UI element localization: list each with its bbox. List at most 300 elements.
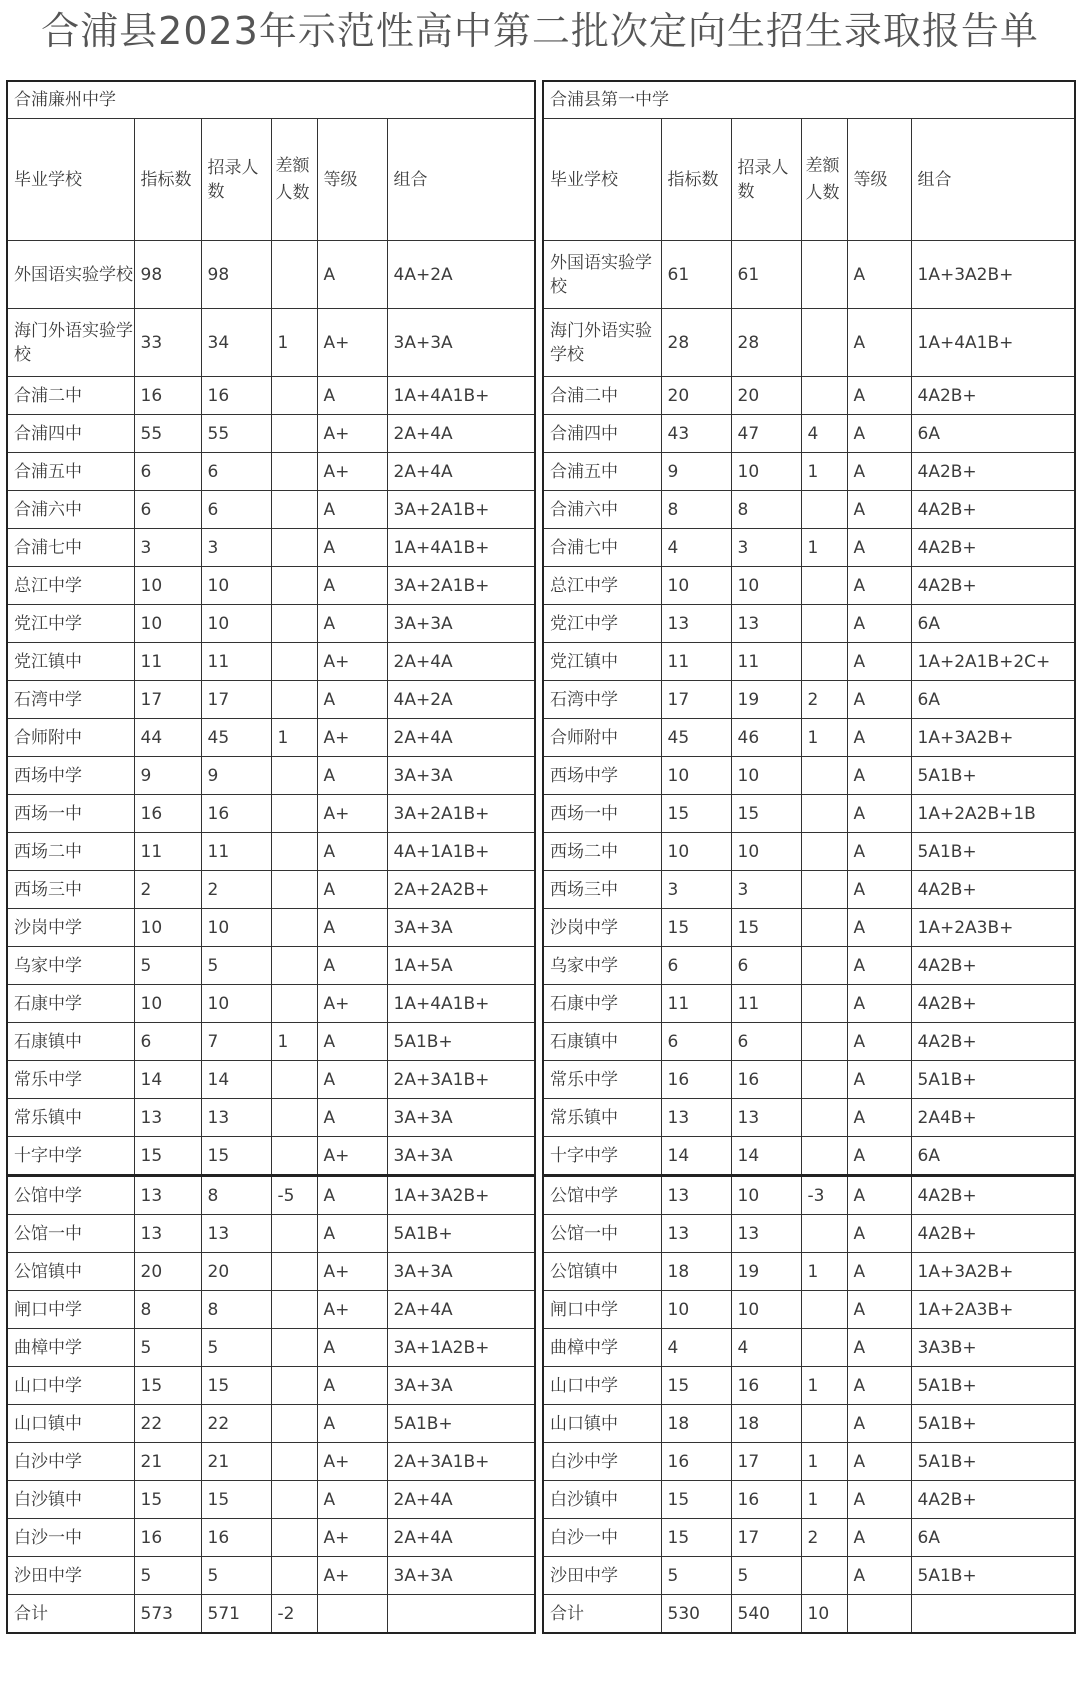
quota-cell: 9: [661, 453, 731, 491]
table-row: [7, 1557, 535, 1595]
table-row: [7, 1137, 535, 1176]
combo-cell: 5A1B+: [911, 833, 1075, 871]
diff-cell: [271, 1481, 317, 1519]
combo-cell: 3A+3A: [387, 309, 535, 377]
combo-cell: 1A+4A1B+: [387, 377, 535, 415]
diff-cell: 1: [801, 719, 847, 757]
combo-cell: 4A2B+: [911, 871, 1075, 909]
grade-cell: A: [847, 947, 911, 985]
combo-cell: 4A2B+: [911, 1023, 1075, 1061]
table-row: [7, 1329, 535, 1367]
diff-cell: [271, 757, 317, 795]
quota-cell: 9: [134, 757, 201, 795]
admitted-cell: 10: [731, 1291, 801, 1329]
combo-cell: 1A+4A1B+: [911, 309, 1075, 377]
diff-cell: [801, 1405, 847, 1443]
table-row: [7, 1215, 535, 1253]
grade-cell: A: [847, 1137, 911, 1176]
grade-cell: A: [847, 415, 911, 453]
table-row: [543, 415, 1075, 453]
table-lianzhou: [6, 80, 536, 1634]
school-cell: 合师附中: [7, 719, 134, 757]
admitted-cell: 14: [731, 1137, 801, 1176]
table-row: [543, 377, 1075, 415]
grade-cell: A: [847, 1329, 911, 1367]
admitted-cell: 21: [201, 1443, 271, 1481]
total-row: [7, 1595, 535, 1634]
admitted-cell: 5: [201, 1557, 271, 1595]
quota-cell: 5: [134, 1557, 201, 1595]
school-cell: 石康中学: [7, 985, 134, 1023]
combo-cell: 4A2B+: [911, 567, 1075, 605]
quota-cell: 13: [661, 1176, 731, 1215]
header-admitted: 招录人数: [731, 119, 801, 241]
header-quota: 指标数: [134, 119, 201, 241]
school-cell: 合浦六中: [7, 491, 134, 529]
combo-cell: 2A+2A2B+: [387, 871, 535, 909]
school-cell: 合浦五中: [543, 453, 661, 491]
table-row: [543, 1253, 1075, 1291]
grade-cell: A: [847, 985, 911, 1023]
admitted-cell: 15: [201, 1137, 271, 1176]
admitted-cell: 11: [731, 985, 801, 1023]
school-cell: 公馆一中: [543, 1215, 661, 1253]
grade-cell: A+: [317, 1557, 387, 1595]
table-row: [543, 681, 1075, 719]
table-row: [543, 1061, 1075, 1099]
diff-cell: 1: [801, 1253, 847, 1291]
grade-cell: A+: [317, 985, 387, 1023]
school-cell: 闸口中学: [543, 1291, 661, 1329]
combo-cell: 2A+4A: [387, 719, 535, 757]
combo-cell: 1A+4A1B+: [387, 985, 535, 1023]
diff-cell: 1: [801, 1481, 847, 1519]
quota-cell: 15: [661, 1367, 731, 1405]
grade-cell: A: [847, 605, 911, 643]
table-row: [7, 833, 535, 871]
grade-cell: A: [847, 1023, 911, 1061]
diff-cell: [271, 453, 317, 491]
admitted-cell: 16: [731, 1367, 801, 1405]
admitted-cell: 13: [731, 1215, 801, 1253]
combo-cell: 1A+3A2B+: [387, 1176, 535, 1215]
header-combo: 组合: [911, 119, 1075, 241]
admitted-cell: 47: [731, 415, 801, 453]
quota-cell: 20: [661, 377, 731, 415]
admitted-cell: 10: [731, 833, 801, 871]
combo-cell: 2A4B+: [911, 1099, 1075, 1137]
combo-cell: 3A+3A: [387, 909, 535, 947]
diff-cell: 1: [801, 529, 847, 567]
grade-cell: A: [847, 1367, 911, 1405]
diff-cell: [801, 491, 847, 529]
quota-cell: 13: [661, 1215, 731, 1253]
admitted-cell: 5: [731, 1557, 801, 1595]
admitted-cell: 19: [731, 681, 801, 719]
admitted-cell: 17: [201, 681, 271, 719]
admitted-cell: 98: [201, 241, 271, 309]
total-diff-cell: -2: [271, 1595, 317, 1634]
school-cell: 十字中学: [543, 1137, 661, 1176]
quota-cell: 15: [661, 909, 731, 947]
school-cell: 沙田中学: [7, 1557, 134, 1595]
table-row: [7, 1099, 535, 1137]
total-row: [543, 1595, 1075, 1634]
table-row: [543, 453, 1075, 491]
quota-cell: 10: [134, 909, 201, 947]
diff-cell: [271, 241, 317, 309]
diff-cell: [271, 415, 317, 453]
school-cell: 外国语实验学校: [7, 241, 134, 309]
table-row: [7, 947, 535, 985]
table-row: [543, 871, 1075, 909]
combo-cell: 2A+4A: [387, 1519, 535, 1557]
grade-cell: A: [847, 1291, 911, 1329]
diff-cell: [271, 833, 317, 871]
diff-cell: 1: [801, 1443, 847, 1481]
diff-cell: [801, 795, 847, 833]
quota-cell: 18: [661, 1405, 731, 1443]
admitted-cell: 5: [201, 947, 271, 985]
diff-cell: 2: [801, 681, 847, 719]
school-cell: 十字中学: [7, 1137, 134, 1176]
target-school-row: [543, 81, 1075, 119]
grade-cell: A: [847, 681, 911, 719]
diff-cell: [801, 947, 847, 985]
diff-cell: 1: [271, 719, 317, 757]
admitted-cell: 8: [201, 1176, 271, 1215]
admitted-cell: 6: [731, 1023, 801, 1061]
target-school-name: 合浦县第一中学: [543, 81, 1075, 119]
combo-cell: 2A+4A: [387, 453, 535, 491]
combo-cell: 3A+2A1B+: [387, 567, 535, 605]
quota-cell: 10: [134, 985, 201, 1023]
admitted-cell: 9: [201, 757, 271, 795]
school-cell: 石康中学: [543, 985, 661, 1023]
school-cell: 山口镇中: [7, 1405, 134, 1443]
combo-cell: 3A+3A: [387, 1557, 535, 1595]
combo-cell: 6A: [911, 1519, 1075, 1557]
diff-cell: 1: [271, 1023, 317, 1061]
combo-cell: 1A+2A3B+: [911, 1291, 1075, 1329]
quota-cell: 11: [134, 833, 201, 871]
table-row: [543, 909, 1075, 947]
diff-cell: [271, 1291, 317, 1329]
diff-cell: [271, 681, 317, 719]
quota-cell: 21: [134, 1443, 201, 1481]
grade-cell: A+: [317, 1443, 387, 1481]
admitted-cell: 10: [731, 453, 801, 491]
quota-cell: 61: [661, 241, 731, 309]
table-row: [7, 529, 535, 567]
admitted-cell: 10: [731, 1176, 801, 1215]
diff-cell: [801, 1291, 847, 1329]
school-cell: 石湾中学: [7, 681, 134, 719]
table-row: [7, 605, 535, 643]
quota-cell: 4: [661, 529, 731, 567]
quota-cell: 2: [134, 871, 201, 909]
diff-cell: [271, 871, 317, 909]
table-row: [543, 1099, 1075, 1137]
grade-cell: A: [847, 909, 911, 947]
combo-cell: 4A2B+: [911, 1215, 1075, 1253]
quota-cell: 15: [134, 1137, 201, 1176]
quota-cell: 16: [661, 1061, 731, 1099]
diff-cell: [801, 241, 847, 309]
grade-cell: A: [317, 909, 387, 947]
diff-cell: [801, 309, 847, 377]
combo-cell: 6A: [911, 1137, 1075, 1176]
diff-cell: [271, 491, 317, 529]
admitted-cell: 34: [201, 309, 271, 377]
quota-cell: 8: [134, 1291, 201, 1329]
table-row: [7, 567, 535, 605]
combo-cell: 1A+4A1B+: [387, 529, 535, 567]
table-row: [543, 833, 1075, 871]
school-cell: 外国语实验学校: [543, 241, 661, 309]
admitted-cell: 20: [731, 377, 801, 415]
grade-cell: A: [847, 1215, 911, 1253]
combo-cell: 1A+3A2B+: [911, 1253, 1075, 1291]
combo-cell: 5A1B+: [911, 1443, 1075, 1481]
grade-cell: A: [317, 833, 387, 871]
page-title: 合浦县2023年示范性高中第二批次定向生招生录取报告单: [41, 9, 1039, 53]
school-cell: 石康镇中: [543, 1023, 661, 1061]
quota-cell: 10: [661, 833, 731, 871]
admitted-cell: 10: [201, 567, 271, 605]
admitted-cell: 2: [201, 871, 271, 909]
table-row: [543, 241, 1075, 309]
quota-cell: 5: [134, 947, 201, 985]
admitted-cell: 61: [731, 241, 801, 309]
grade-cell: A: [317, 947, 387, 985]
combo-cell: 4A+2A: [387, 681, 535, 719]
diff-cell: [801, 605, 847, 643]
combo-cell: 3A+3A: [387, 1367, 535, 1405]
diff-cell: [801, 1023, 847, 1061]
diff-cell: [271, 377, 317, 415]
target-school-name: 合浦廉州中学: [7, 81, 535, 119]
diff-cell: [271, 1519, 317, 1557]
admitted-cell: 10: [731, 567, 801, 605]
diff-cell: [801, 1557, 847, 1595]
quota-cell: 44: [134, 719, 201, 757]
table-row: [543, 491, 1075, 529]
table-row: [7, 643, 535, 681]
table-row: [7, 491, 535, 529]
admitted-cell: 16: [731, 1481, 801, 1519]
quota-cell: 15: [661, 1481, 731, 1519]
diff-cell: [271, 567, 317, 605]
quota-cell: 5: [661, 1557, 731, 1595]
quota-cell: 11: [134, 643, 201, 681]
school-cell: 总江中学: [7, 567, 134, 605]
admitted-cell: 19: [731, 1253, 801, 1291]
combo-cell: 2A+4A: [387, 1481, 535, 1519]
combo-cell: 2A+3A1B+: [387, 1061, 535, 1099]
school-cell: 党江中学: [7, 605, 134, 643]
combo-cell: 3A+2A1B+: [387, 491, 535, 529]
school-cell: 党江镇中: [543, 643, 661, 681]
table-row: [7, 453, 535, 491]
grade-cell: A: [847, 795, 911, 833]
diff-cell: [801, 1329, 847, 1367]
table-row: [543, 643, 1075, 681]
diff-cell: [271, 529, 317, 567]
combo-cell: 4A2B+: [911, 1481, 1075, 1519]
grade-cell: A+: [317, 643, 387, 681]
table-row: [543, 1215, 1075, 1253]
grade-cell: A: [847, 757, 911, 795]
grade-cell: A+: [317, 415, 387, 453]
quota-cell: 16: [661, 1443, 731, 1481]
grade-cell: A: [317, 1405, 387, 1443]
admitted-cell: 3: [731, 871, 801, 909]
admitted-cell: 45: [201, 719, 271, 757]
table-hepu-no1: [542, 80, 1076, 1634]
combo-cell: 6A: [911, 605, 1075, 643]
diff-cell: [271, 643, 317, 681]
quota-cell: 17: [661, 681, 731, 719]
table-row: [7, 1023, 535, 1061]
grade-cell: A: [847, 453, 911, 491]
grade-cell: A+: [317, 719, 387, 757]
grade-cell: A: [317, 1176, 387, 1215]
total-diff-cell: 10: [801, 1595, 847, 1634]
school-cell: 常乐镇中: [543, 1099, 661, 1137]
combo-cell: 4A2B+: [911, 491, 1075, 529]
admitted-cell: 3: [731, 529, 801, 567]
school-cell: 白沙镇中: [543, 1481, 661, 1519]
diff-cell: [271, 605, 317, 643]
quota-cell: 3: [134, 529, 201, 567]
diff-cell: [271, 1253, 317, 1291]
school-cell: 合浦六中: [543, 491, 661, 529]
quota-cell: 13: [661, 605, 731, 643]
table-row: [7, 1405, 535, 1443]
combo-cell: 5A1B+: [911, 1405, 1075, 1443]
quota-cell: 55: [134, 415, 201, 453]
table-row: [7, 719, 535, 757]
diff-cell: 1: [801, 1367, 847, 1405]
table-row: [543, 529, 1075, 567]
total-quota-cell: 573: [134, 1595, 201, 1634]
admitted-cell: 13: [731, 605, 801, 643]
grade-cell: A: [317, 529, 387, 567]
grade-cell: A+: [317, 309, 387, 377]
school-cell: 合浦二中: [543, 377, 661, 415]
table-row: [7, 1519, 535, 1557]
combo-cell: 2A+4A: [387, 415, 535, 453]
quota-cell: 15: [661, 1519, 731, 1557]
total-admitted-cell: 571: [201, 1595, 271, 1634]
grade-cell: A: [847, 529, 911, 567]
combo-cell: 2A+4A: [387, 1291, 535, 1329]
school-cell: 曲樟中学: [543, 1329, 661, 1367]
diff-cell: [801, 1061, 847, 1099]
table-row: [543, 985, 1075, 1023]
grade-cell: A: [317, 1061, 387, 1099]
table-row: [7, 309, 535, 377]
diff-cell: [271, 795, 317, 833]
admitted-cell: 10: [731, 757, 801, 795]
table-row: [543, 1176, 1075, 1215]
combo-cell: 5A1B+: [911, 757, 1075, 795]
grade-cell: A: [317, 377, 387, 415]
combo-cell: 2A+3A1B+: [387, 1443, 535, 1481]
total-grade-cell: [847, 1595, 911, 1634]
diff-cell: [801, 1099, 847, 1137]
diff-cell: [271, 1443, 317, 1481]
diff-cell: [801, 643, 847, 681]
header-grade: 等级: [317, 119, 387, 241]
combo-cell: 1A+2A3B+: [911, 909, 1075, 947]
admitted-cell: 6: [201, 491, 271, 529]
table-row: [543, 947, 1075, 985]
combo-cell: 3A+3A: [387, 1099, 535, 1137]
combo-cell: 5A1B+: [911, 1061, 1075, 1099]
school-cell: 西场二中: [543, 833, 661, 871]
table-row: [7, 681, 535, 719]
header-admitted: 招录人数: [201, 119, 271, 241]
admitted-cell: 15: [731, 909, 801, 947]
combo-cell: 4A2B+: [911, 985, 1075, 1023]
grade-cell: A: [847, 1481, 911, 1519]
grade-cell: A: [317, 1099, 387, 1137]
school-cell: 白沙一中: [7, 1519, 134, 1557]
quota-cell: 10: [661, 1291, 731, 1329]
admitted-cell: 11: [201, 833, 271, 871]
diff-cell: [271, 1329, 317, 1367]
header-school: 毕业学校: [7, 119, 134, 241]
combo-cell: 3A+3A: [387, 1137, 535, 1176]
school-cell: 沙岗中学: [543, 909, 661, 947]
admitted-cell: 10: [201, 985, 271, 1023]
quota-cell: 16: [134, 1519, 201, 1557]
total-school-cell: 合计: [7, 1595, 134, 1634]
school-cell: 海门外语实验学校: [7, 309, 134, 377]
quota-cell: 6: [661, 947, 731, 985]
combo-cell: 4A+1A1B+: [387, 833, 535, 871]
quota-cell: 13: [661, 1099, 731, 1137]
diff-cell: [271, 985, 317, 1023]
grade-cell: A: [847, 1099, 911, 1137]
quota-cell: 8: [661, 491, 731, 529]
diff-cell: [801, 1215, 847, 1253]
combo-cell: 1A+2A2B+1B: [911, 795, 1075, 833]
grade-cell: A: [847, 719, 911, 757]
table-row: [543, 1557, 1075, 1595]
grade-cell: A: [847, 491, 911, 529]
combo-cell: 1A+3A2B+: [911, 719, 1075, 757]
grade-cell: A: [317, 567, 387, 605]
table-row: [543, 1443, 1075, 1481]
quota-cell: 33: [134, 309, 201, 377]
table-row: [7, 1176, 535, 1215]
school-cell: 西场中学: [7, 757, 134, 795]
grade-cell: A: [847, 1176, 911, 1215]
school-cell: 西场三中: [543, 871, 661, 909]
school-cell: 党江中学: [543, 605, 661, 643]
quota-cell: 14: [134, 1061, 201, 1099]
school-cell: 合浦四中: [7, 415, 134, 453]
diff-cell: [271, 1099, 317, 1137]
school-cell: 山口中学: [7, 1367, 134, 1405]
quota-cell: 14: [661, 1137, 731, 1176]
diff-cell: [801, 567, 847, 605]
grade-cell: A: [847, 1519, 911, 1557]
quota-cell: 6: [134, 453, 201, 491]
